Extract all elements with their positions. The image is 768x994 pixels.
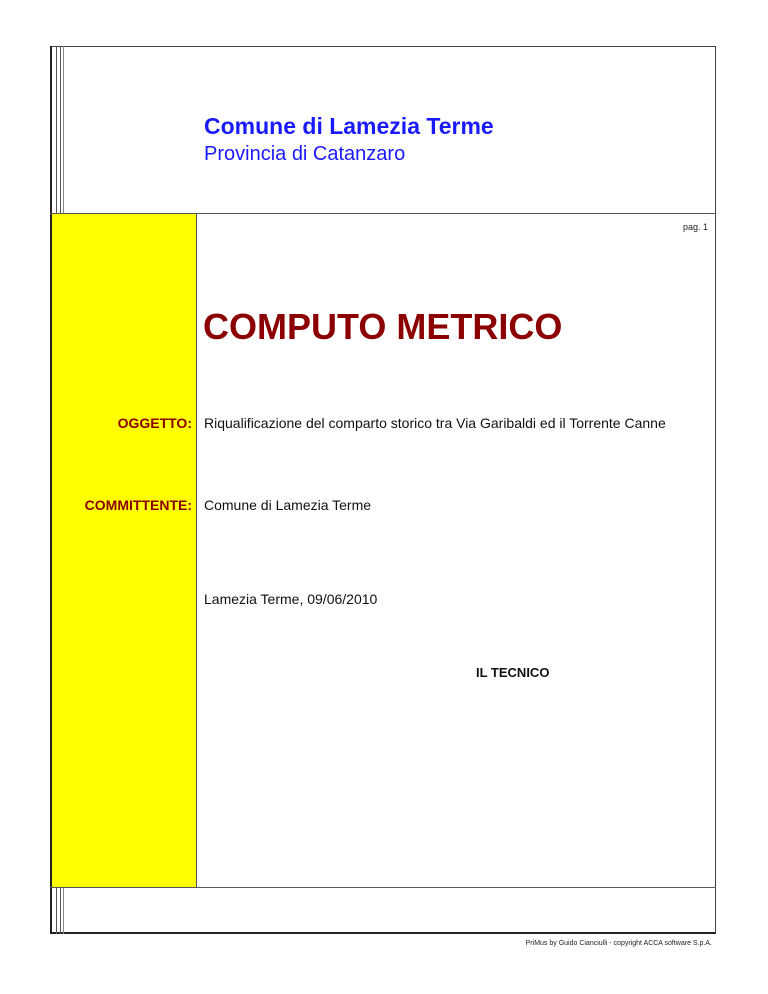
oggetto-label: OGGETTO:: [117, 415, 192, 431]
oggetto-value: Riqualificazione del comparto storico tra Via Garibaldi ed il Torrente Canne: [204, 415, 666, 431]
signature-label: IL TECNICO: [476, 665, 550, 680]
committente-value: Comune di Lamezia Terme: [204, 497, 372, 513]
province-subtitle: Provincia di Catanzaro: [204, 143, 406, 165]
page-number: pag. 1: [682, 222, 708, 232]
committente-label: COMMITTENTE:: [84, 497, 192, 513]
yellow-sidebar: [52, 214, 197, 887]
footer-divider: [50, 887, 716, 888]
place-date: Lamezia Terme, 09/06/2010: [204, 591, 378, 607]
software-credit: PriMus by Guido Cianciulli - copyright ACCA software S.p.A.: [525, 940, 712, 947]
document-title: COMPUTO METRICO: [203, 306, 563, 347]
municipality-title: Comune di Lamezia Terme: [204, 113, 494, 139]
